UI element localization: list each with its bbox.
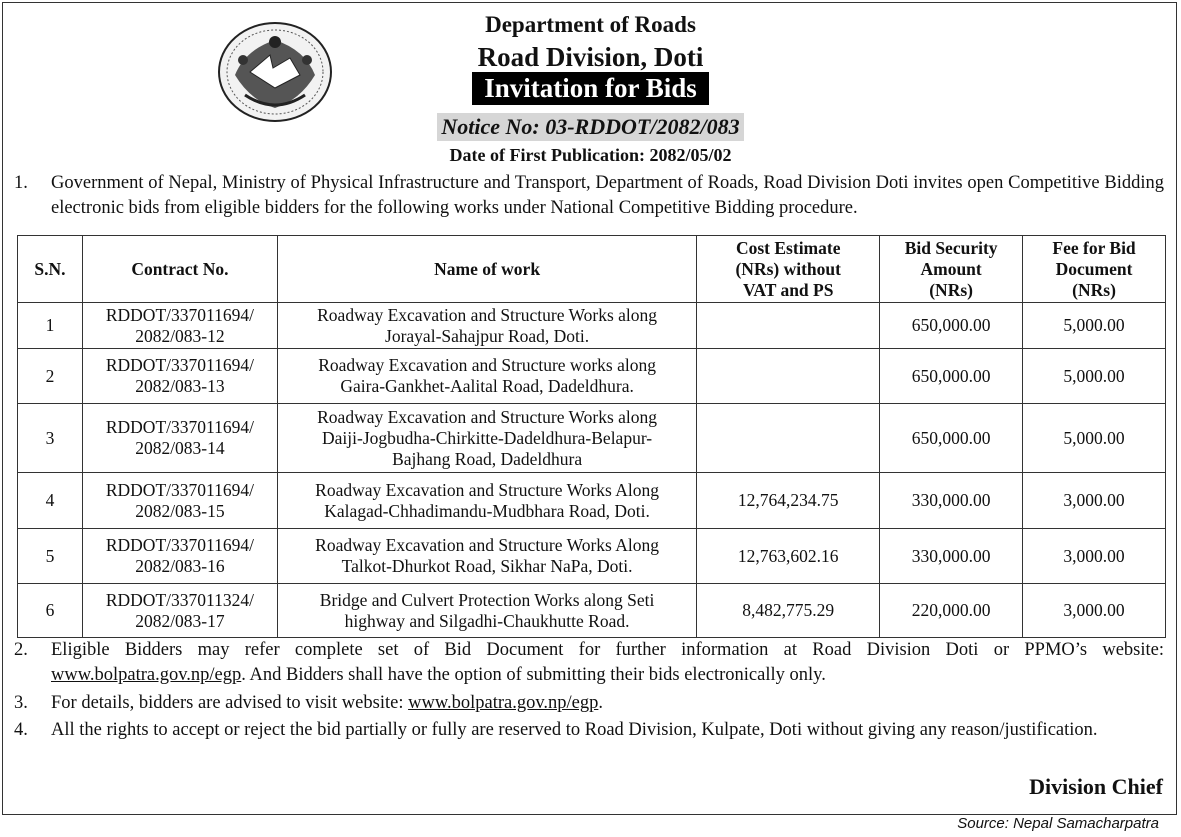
cell-security: 650,000.00 [880,303,1023,349]
cell-sn: 2 [18,349,83,404]
cell-cost [697,303,880,349]
source-credit: Source: Nepal Samacharpatra [957,815,1159,832]
cell-fee: 3,000.00 [1023,473,1166,529]
paragraph-1 [14,171,1164,221]
table-row [18,303,1166,349]
cell-contract: RDDOT/337011324/ 2082/083-17 [82,584,277,638]
cell-fee: 5,000.00 [1023,404,1166,473]
invitation-title: Invitation for Bids [472,72,709,105]
table-row [18,473,1166,529]
cell-work: Bridge and Culvert Protection Works along Seti highway and Silgadhi-Chaukhutte Road. [277,584,696,638]
signature-division-chief: Division Chief [1029,774,1163,799]
table-row [18,404,1166,473]
cell-sn: 6 [18,584,83,638]
paragraph-2 [14,638,1164,688]
publication-date: Date of First Publication: 2082/05/02 [449,145,732,165]
header-work: Name of work [277,236,696,303]
cell-sn: 1 [18,303,83,349]
paragraph-text: . And Bidders shall have the option of submitting their bids electronically only. [241,665,826,685]
cell-sn: 5 [18,529,83,584]
cell-work: Roadway Excavation and Structure Works Along Kalagad-Chhadimandu-Mudbhara Road, Doti. [277,473,696,529]
cell-cost: 12,763,602.16 [697,529,880,584]
cell-work: Roadway Excavation and Structure works along Gaira-Gankhet-Aalital Road, Dadeldhura. [277,349,696,404]
table-row [18,349,1166,404]
paragraph-number: 2. [14,640,28,660]
header-security: Bid Security Amount (NRs) [880,236,1023,303]
department-title: Department of Roads [485,12,696,37]
bolpatra-link[interactable]: www.bolpatra.gov.np/egp [408,693,599,713]
cell-contract: RDDOT/337011694/ 2082/083-13 [82,349,277,404]
cell-work: Roadway Excavation and Structure Works along Jorayal-Sahajpur Road, Doti. [277,303,696,349]
cell-contract: RDDOT/337011694/ 2082/083-15 [82,473,277,529]
cell-fee: 5,000.00 [1023,303,1166,349]
table-header-row [18,236,1166,303]
cell-fee: 3,000.00 [1023,529,1166,584]
cell-sn: 3 [18,404,83,473]
cell-sn: 4 [18,473,83,529]
cell-contract: RDDOT/337011694/ 2082/083-16 [82,529,277,584]
division-title: Road Division, Doti [477,42,704,72]
bolpatra-link[interactable]: www.bolpatra.gov.np/egp [51,665,242,685]
paragraph-number: 4. [14,720,28,740]
notice-banner [0,113,1181,141]
notice-number: Notice No: 03-RDDOT/2082/083 [437,113,743,141]
cell-security: 330,000.00 [880,529,1023,584]
paragraph-text: Government of Nepal, Ministry of Physical Infrastructure and Transport, Department of Roads, Road Division Doti invites open Competitive Bidding electronic bids from eligible bidders for the following works under National Competitive Bidding procedure. [51,173,1164,218]
invitation-banner [0,72,1181,105]
cell-work: Roadway Excavation and Structure Works along Daiji-Jogbudha-Chirkitte-Dadeldhura-Belapur- Bajhang Road, Dadeldhura [277,404,696,473]
cell-contract: RDDOT/337011694/ 2082/083-12 [82,303,277,349]
cell-contract: RDDOT/337011694/ 2082/083-14 [82,404,277,473]
cell-security: 220,000.00 [880,584,1023,638]
paragraph-text: Eligible Bidders may refer complete set of Bid Document for further information at Road Division Doti or PPMO’s website: [51,640,1164,660]
table-row [18,584,1166,638]
paragraph-number: 1. [14,173,28,193]
paragraph-4 [14,718,1164,743]
cell-security: 650,000.00 [880,349,1023,404]
bids-table [17,235,1166,638]
table-row [18,529,1166,584]
cell-cost [697,404,880,473]
cell-cost [697,349,880,404]
cell-fee: 5,000.00 [1023,349,1166,404]
header-cost: Cost Estimate (NRs) without VAT and PS [697,236,880,303]
header-contract: Contract No. [82,236,277,303]
cell-work: Roadway Excavation and Structure Works Along Talkot-Dhurkot Road, Sikhar NaPa, Doti. [277,529,696,584]
header-fee: Fee for Bid Document (NRs) [1023,236,1166,303]
paragraph-number: 3. [14,693,28,713]
paragraph-text: All the rights to accept or reject the bid partially or fully are reserved to Road Division, Kulpate, Doti without giving any reason/justification. [51,720,1098,740]
paragraph-text: For details, bidders are advised to visit website: [51,693,409,713]
cell-cost: 12,764,234.75 [697,473,880,529]
cell-fee: 3,000.00 [1023,584,1166,638]
header-sn: S.N. [18,236,83,303]
paragraph-3: 3. For details, bidders are advised to visit website: www.bolpatra.gov.np/egp. [14,691,1164,716]
cell-cost: 8,482,775.29 [697,584,880,638]
cell-security: 650,000.00 [880,404,1023,473]
cell-security: 330,000.00 [880,473,1023,529]
